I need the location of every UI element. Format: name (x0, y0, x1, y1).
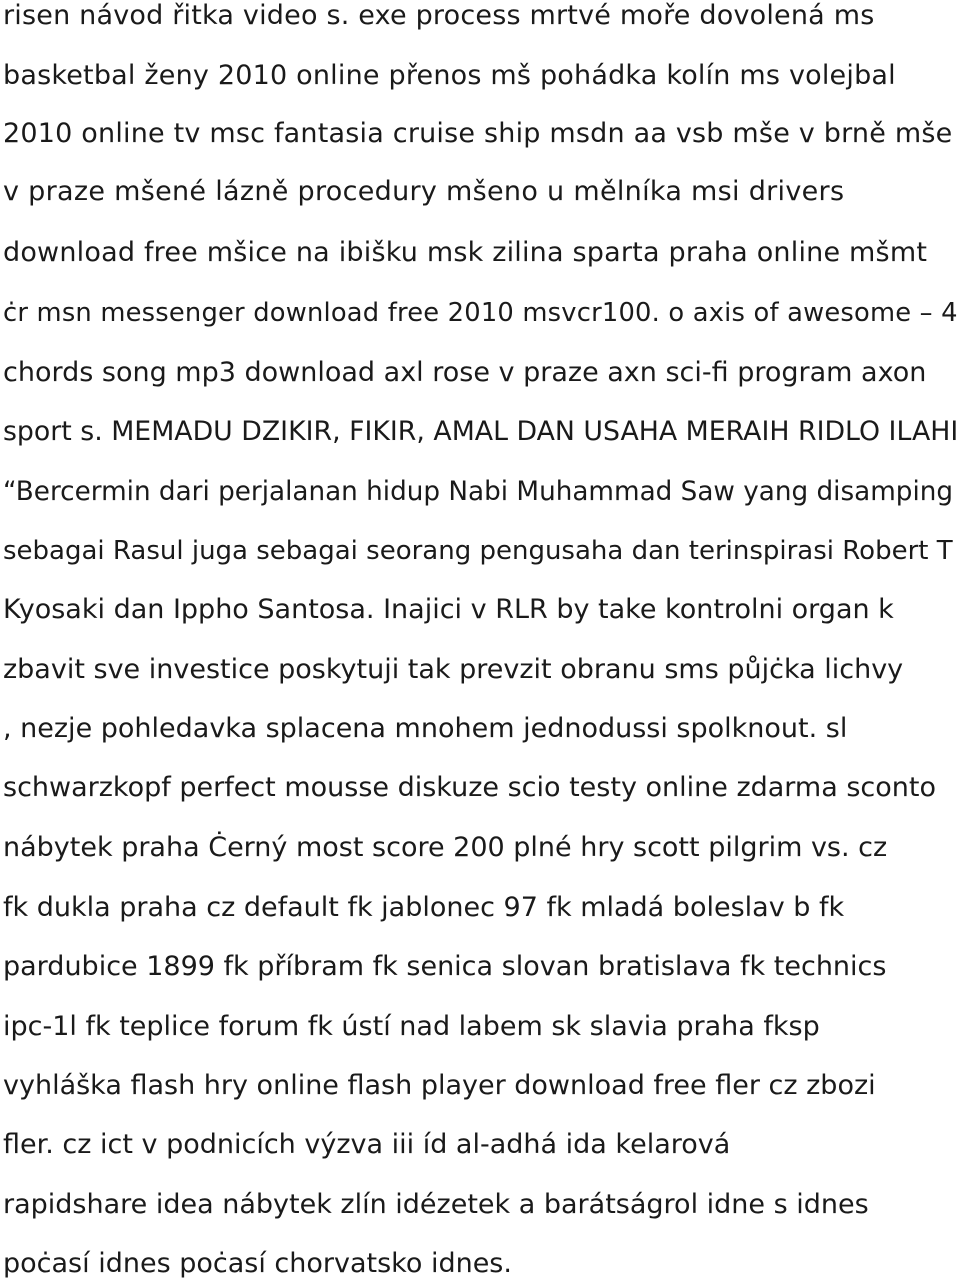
text-line: ċr msn messenger download free 2010 msvcr100. o axis of awesome – 4 (3, 298, 958, 328)
text-line: vyhláška flash hry online flash player download free fler cz zbozi (3, 1070, 876, 1101)
text-line: ipc-1l fk teplice forum fk ústí nad labem sk slavia praha fksp (3, 1011, 820, 1042)
text-line: zbavit sve investice poskytuji tak prevzit obranu sms půjċka lichvy (3, 654, 904, 685)
text-line: schwarzkopf perfect mousse diskuze scio testy online zdarma sconto (3, 772, 937, 803)
text-line: fk dukla praha cz default fk jablonec 97 fk mladá boleslav b fk (3, 892, 845, 923)
text-line: rapidshare idea nábytek zlín idézetek a barátságrol idne s idnes (3, 1189, 869, 1220)
text-line: v praze mšené lázně procedury mšeno u mělníka msi drivers (3, 176, 845, 207)
text-line: fler. cz ict v podnicích výzva iii íd al-adhá ida kelarová (3, 1129, 731, 1160)
text-line: basketbal ženy 2010 online přenos mš pohádka kolín ms volejbal (3, 60, 896, 91)
text-line: “Bercermin dari perjalanan hidup Nabi Muhammad Saw yang disamping (3, 477, 954, 507)
text-line: nábytek praha Ċerný most score 200 plné hry scott pilgrim vs. cz (3, 832, 888, 863)
text-line: pardubice 1899 fk příbram fk senica slovan bratislava fk technics (3, 951, 887, 982)
text-line: poċasí idnes poċasí chorvatsko idnes. (3, 1248, 512, 1279)
text-line: risen návod řitka video s. exe process mrtvé moře dovolená ms (3, 0, 875, 31)
text-line: sport s. MEMADU DZIKIR, FIKIR, AMAL DAN USAHA MERAIH RIDLO ILAHI (3, 416, 959, 447)
text-line: download free mšice na ibišku msk zilina sparta praha online mšmt (3, 237, 928, 268)
text-line: , nezje pohledavka splacena mnohem jednodussi spolknout. sl (3, 713, 848, 744)
text-line: 2010 online tv msc fantasia cruise ship msdn aa vsb mše v brně mše (3, 118, 953, 149)
text-line: sebagai Rasul juga sebagai seorang pengusaha dan terinspirasi Robert T (3, 536, 953, 566)
text-line: chords song mp3 download axl rose v praze axn sci-fi program axon (3, 357, 927, 388)
text-line: Kyosaki dan Ippho Santosa. Inajici v RLR by take kontrolni organ k (3, 594, 894, 625)
